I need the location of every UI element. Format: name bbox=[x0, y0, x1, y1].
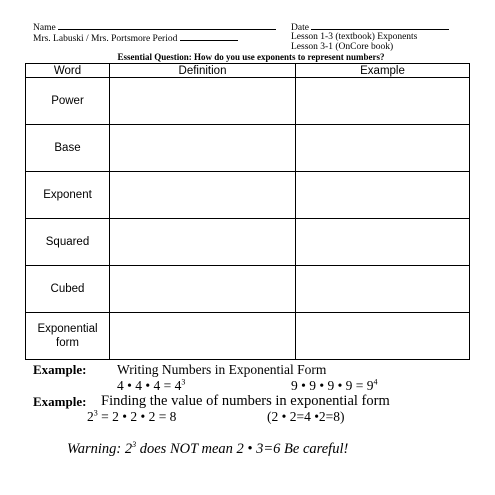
word-form: form bbox=[56, 337, 79, 349]
vocabulary-table bbox=[25, 63, 470, 360]
definition-cell[interactable] bbox=[110, 172, 296, 219]
lesson-line-2: Lesson 3-1 (OnCore book) bbox=[291, 42, 394, 52]
example-1-right bbox=[291, 378, 378, 394]
example-2-left bbox=[87, 409, 176, 425]
example-1-right-base: 9 • 9 • 9 • 9 = 9 bbox=[291, 378, 374, 393]
example-1-label: Example: bbox=[33, 362, 87, 377]
example-2-left-expansion: = 2 • 2 • 2 = 8 bbox=[97, 409, 177, 424]
teacher-label: Mrs. Labuski / Mrs. Portsmore Period bbox=[33, 34, 178, 44]
example-2-left-exponent: 3 bbox=[93, 408, 98, 418]
example-1-right-exponent: 4 bbox=[373, 377, 378, 387]
example-2-right: (2 • 2=4 •2=8) bbox=[267, 409, 345, 424]
example-cell[interactable] bbox=[296, 266, 470, 313]
example-cell[interactable] bbox=[296, 125, 470, 172]
example-2-left-base: 2 bbox=[87, 409, 94, 424]
definition-cell[interactable] bbox=[110, 78, 296, 125]
table-row bbox=[26, 219, 470, 266]
period-line bbox=[180, 32, 238, 41]
definition-cell[interactable] bbox=[110, 313, 296, 360]
table-row bbox=[26, 313, 470, 360]
example-1-title: Writing Numbers in Exponential Form bbox=[117, 362, 327, 377]
warning-post: does NOT mean 2 • 3=6 Be careful! bbox=[136, 441, 349, 457]
definition-cell[interactable] bbox=[110, 219, 296, 266]
word-power: Power bbox=[26, 78, 110, 125]
example-2-label: Example: bbox=[33, 394, 87, 409]
example-cell[interactable] bbox=[296, 78, 470, 125]
table-row bbox=[26, 172, 470, 219]
example-1-left bbox=[117, 378, 185, 394]
teacher-period bbox=[33, 32, 238, 45]
lesson-line-1: Lesson 1-3 (textbook) Exponents bbox=[291, 32, 418, 42]
definition-cell[interactable] bbox=[110, 266, 296, 313]
example-2-title: Finding the value of numbers in exponential form bbox=[101, 393, 390, 409]
column-header-word: Word bbox=[26, 64, 110, 78]
example-1-left-exponent: 3 bbox=[181, 377, 186, 387]
date-label: Date bbox=[291, 23, 309, 33]
word-squared: Squared bbox=[26, 219, 110, 266]
column-header-example: Example bbox=[296, 64, 470, 78]
table-header-row bbox=[26, 64, 470, 78]
column-header-definition: Definition bbox=[110, 64, 296, 78]
table-row bbox=[26, 125, 470, 172]
date-line bbox=[311, 21, 449, 30]
word-exponential: Exponential bbox=[37, 323, 98, 335]
warning-pre: Warning: 2 bbox=[67, 441, 133, 457]
word-base: Base bbox=[26, 125, 110, 172]
word-exponent: Exponent bbox=[26, 172, 110, 219]
name-label: Name bbox=[33, 23, 56, 33]
table-row bbox=[26, 78, 470, 125]
definition-cell[interactable] bbox=[110, 125, 296, 172]
warning-exponent: 3 bbox=[132, 440, 137, 450]
table-row bbox=[26, 266, 470, 313]
name-line bbox=[58, 21, 276, 30]
warning-note bbox=[67, 441, 348, 458]
essential-question: Essential Question: How do you use exponents to represent numbers? bbox=[117, 52, 385, 62]
example-cell[interactable] bbox=[296, 219, 470, 266]
word-cubed: Cubed bbox=[26, 266, 110, 313]
word-exponential-form bbox=[26, 313, 110, 360]
example-cell[interactable] bbox=[296, 313, 470, 360]
example-1-left-base: 4 • 4 • 4 = 4 bbox=[117, 378, 182, 393]
example-cell[interactable] bbox=[296, 172, 470, 219]
